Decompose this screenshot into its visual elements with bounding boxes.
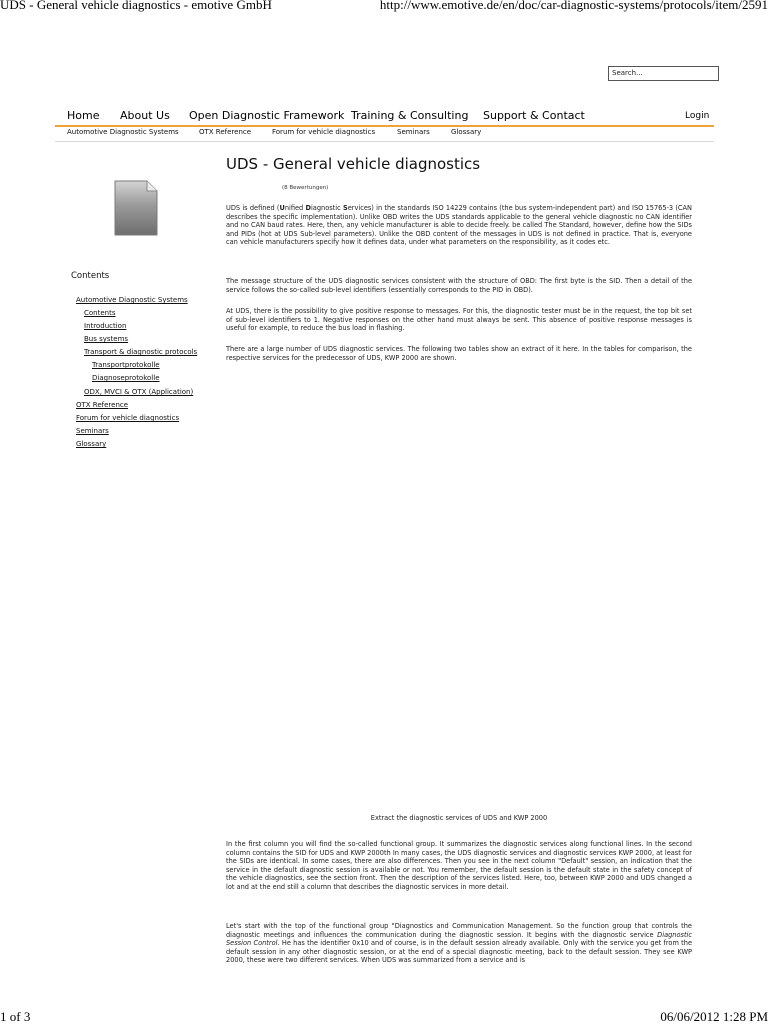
toc-item-diagnoseprotokolle[interactable]: Diagnoseprotokolle [92,374,160,382]
toc-item-transport-diagnostic-protocols[interactable]: Transport & diagnostic protocols [84,348,198,356]
nav-item-support-contact[interactable]: Support & Contact [483,109,585,122]
toc-item-seminars[interactable]: Seminars [76,427,109,435]
toc-item-odx-mvci-otx[interactable]: ODX, MVCI & OTX (Application) [84,388,194,396]
paragraph-message-structure: The message structure of the UDS diagnostic services consistent with the structure of OBD: The first byte is the SID. Then a detail of the service follows the so-called sub-level identifiers (essentially corresponds to the PID in OBD). [226,277,692,294]
toc-item-otx-reference[interactable]: OTX Reference [76,401,129,409]
paragraph-intro: UDS is defined (Unified Diagnostic Services) in the standards ISO 14229 contains (the bus system-independent part) and ISO 15765-3 (CAN describes the specific implementation). Unlike OBD writes the UDS standards applicable to the general vehicle diagnostic no CAN identifier and no CAN baud rates. Here, then, any vehicle manufacturer is able to decide freely. be called The Standard, however, define how the SIDs and PIDs (hot at UDS Sub-level parameters). Unlike the OBD content of the messages in UDS is not defined in practice. That is, everyone can vehicle manufacturers specify how it defines data, under what parameters on the responsibility, as it codes etc. [226,204,692,247]
login-link[interactable]: Login [685,111,710,121]
subnav-item-automotive-diagnostic-systems[interactable]: Automotive Diagnostic Systems [67,128,179,136]
print-footer-datetime: 06/06/2012 1:28 PM [660,1009,768,1024]
toc-item-transportprotokolle[interactable]: Transportprotokolle [92,361,160,369]
toc-item-glossary[interactable]: Glossary [76,440,107,448]
document-icon [113,179,159,237]
toc-item-forum[interactable]: Forum for vehicle diagnostics [76,414,180,422]
subnav-item-seminars[interactable]: Seminars [397,128,430,136]
subnav-item-forum[interactable]: Forum for vehicle diagnostics [272,128,376,136]
contents-heading: Contents [71,271,110,281]
nav-item-home[interactable]: Home [67,109,100,122]
toc-item-automotive-diagnostic-systems[interactable]: Automotive Diagnostic Systems [76,296,188,304]
print-header-title: UDS - General vehicle diagnostics - emotive GmbH [0,0,272,12]
page-title: UDS - General vehicle diagnostics [226,155,481,173]
subnav-item-otx-reference[interactable]: OTX Reference [199,128,252,136]
toc-item-introduction[interactable]: Introduction [84,322,127,330]
nav-item-about-us[interactable]: About Us [120,109,170,122]
nav-item-open-diagnostic-framework[interactable]: Open Diagnostic Framework [189,109,345,122]
paragraph-functional-group: In the first column you will find the so-called functional group. It summarizes the diagnostic services along functional lines. In the second column contains the SID for UDS and KWP 2000th In many cases, the UDS diagnostic services and diagnostic services KWP 2000, at least for the SIDs are identical. In some cases, there are also differences. Then you see in the next column "Default" session, an indication that the service in the default diagnostic session is available or not. You remember, the default session is the default state in the safety concept of the vehicle diagnostics, see the section front. Then the description of the services listed. Here, too, between KWP 2000 and UDS changed a lot and at the end still a column that describes the diagnostic services in more detail. [226,840,692,891]
search-input[interactable]: Search... [608,66,719,81]
rating-count: (8 Bewertungen) [282,185,329,191]
paragraph-session-control: Let's start with the top of the functional group "Diagnostics and Communication Management. So the function group that controls the diagnostic meetings and influences the communication during the diagnostic session. It begins with the diagnostic service Diagnostic Session Control. He has the identifier 0x10 and of course, is in the default session already available. Only with the service you get from the default session in any other diagnostic session, or at the end of a special diagnostic meeting, back to the default session. They see KWP 2000, these were two different services. When UDS was summarized from a service and is [226,922,692,965]
paragraph-positive-response: At UDS, there is the possibility to give positive response to messages. For this, the diagnostic tester must be in the request, the top bit set of sub-level identifiers to 1. Negative responses on the other hand must always be sent. This absence of positive response messages is useful for example, to reduce the bus load in flashing. [226,307,692,333]
toc-item-contents[interactable]: Contents [84,309,116,317]
nav-item-training-consulting[interactable]: Training & Consulting [351,109,469,122]
paragraph-uds-services: There are a large number of UDS diagnostic services. The following two tables show an extract of it here. In the tables for comparison, the respective services for the predecessor of UDS, KWP 2000 are shown. [226,345,692,362]
print-footer-page: 1 of 3 [0,1009,31,1024]
subnav-item-glossary[interactable]: Glossary [451,128,482,136]
print-header-url: http://www.emotive.de/en/doc/car-diagnostic-systems/protocols/item/2591 [379,0,768,12]
nav-divider [55,125,714,127]
subnav-divider [55,141,714,142]
table-caption: Extract the diagnostic services of UDS and KWP 2000 [370,814,548,822]
toc-item-bus-systems[interactable]: Bus systems [84,335,129,343]
